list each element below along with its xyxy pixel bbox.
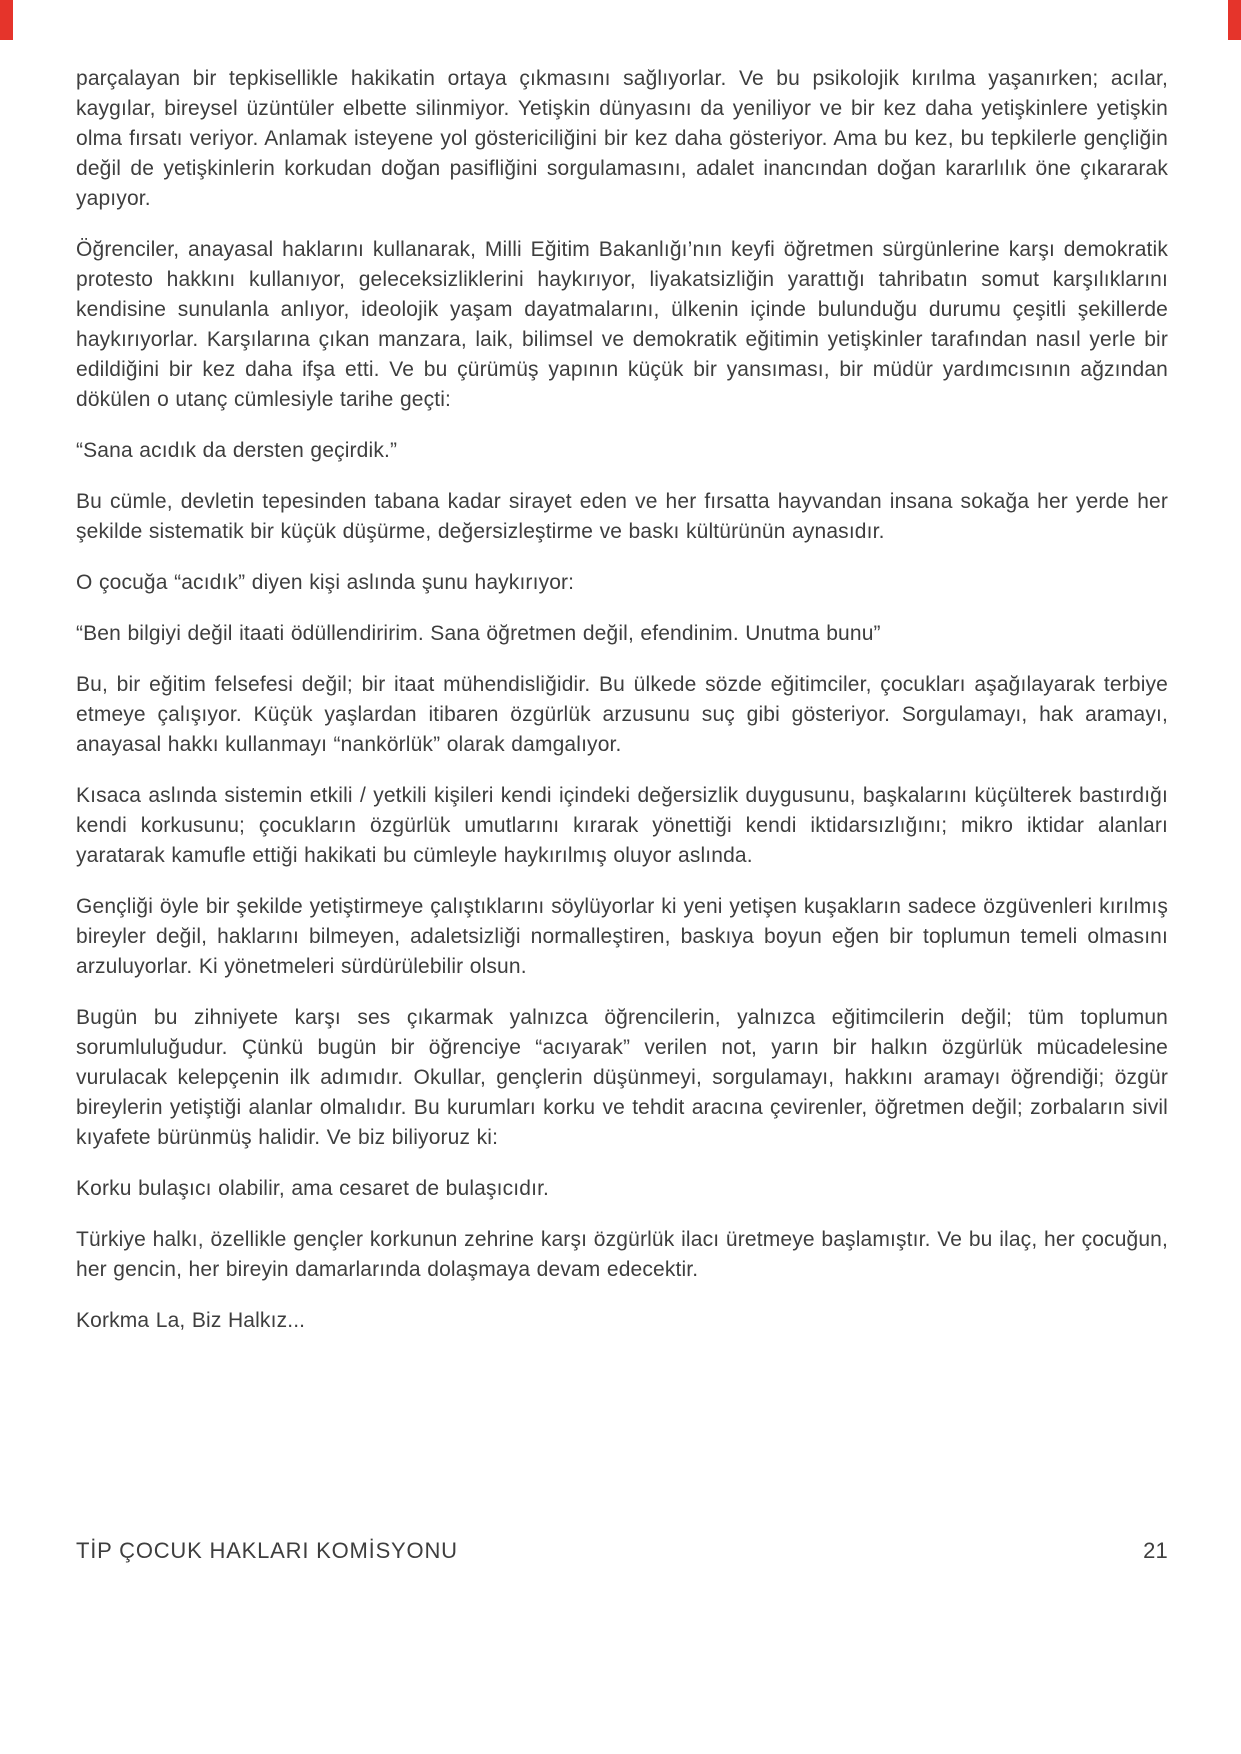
paragraph: Bu, bir eğitim felsefesi değil; bir itaat mühendisliğidir. Bu ülkede sözde eğitimciler, çocukları aşağılayarak terbiye etmeye çalışıyor. Küçük yaşlardan itibaren özgürlük arzusunu suç gibi gösteriyor. Sorgulamayı, hak aramayı, anayasal hakkı kullanmayı “nankörlük” olarak damgalıyor. <box>76 673 1168 756</box>
closing-paragraph: Korkma La, Biz Halkız... <box>76 1309 306 1332</box>
red-corner-mark-left <box>0 0 13 40</box>
paragraph: O çocuğa “acıdık” diyen kişi aslında şunu haykırıyor: <box>76 571 575 594</box>
paragraph: Gençliği öyle bir şekilde yetiştirmeye çalıştıklarını söylüyorlar ki yeni yetişen kuşakların sadece özgüvenleri kırılmış bireyler değil, haklarını bilmeyen, adaletsizliği normalleştiren, baskıya boyun eğen bir toplumun temeli olmasını arzuluyorlar. Ki yönetmeleri sürdürülebilir olsun. <box>76 895 1168 978</box>
paragraph: parçalayan bir tepkisellikle hakikatin ortaya çıkmasını sağlıyorlar. Ve bu psikolojik kırılma yaşanırken; acılar, kaygılar, bireysel üzüntüler elbette silinmiyor. Yetişkin dünyasını da yeniliyor ve bir kez daha yetişkinlere yetişkin olma fırsatı veriyor. Anlamak isteyene yol göstericiliğini bir kez daha gösteriyor. Ama bu kez, bu tepkilerle gençliğin değil de yetişkinlerin korkudan doğan pasifliğini sorgulamasını, adalet inancından doğan kararlılık öne çıkararak yapıyor. <box>76 67 1168 210</box>
paragraph: Türkiye halkı, özellikle gençler korkunun zehrine karşı özgürlük ilacı üretmeye başlamıştır. Ve bu ilaç, her çocuğun, her gencin, her bireyin damarlarında dolaşmaya devam edecektir. <box>76 1228 1168 1281</box>
quote-paragraph: “Sana acıdık da dersten geçirdik.” <box>76 439 398 462</box>
page-body-text <box>76 64 1168 1357</box>
paragraph: Kısaca aslında sistemin etkili / yetkili kişileri kendi içindeki değersizlik duygusunu, başkalarını küçülterek bastırdığı kendi korkusunu; çocukların özgürlük umutlarını kırarak yönettiği kendi iktidarsızlığını; mikro iktidar alanları yaratarak kamufle ettiği hakikati bu cümleyle haykırılmış oluyor aslında. <box>76 784 1168 867</box>
paragraph: Bu cümle, devletin tepesinden tabana kadar sirayet eden ve her fırsatta hayvandan insana sokağa her yerde her şekilde sistematik bir küçük düşürme, değersizleştirme ve baskı kültürünün aynasıdır. <box>76 490 1168 543</box>
paragraph: Korku bulaşıcı olabilir, ama cesaret de bulaşıcıdır. <box>76 1177 550 1200</box>
page-footer <box>76 1538 1168 1564</box>
paragraph: Bugün bu zihniyete karşı ses çıkarmak yalnızca öğrencilerin, yalnızca eğitimcilerin değil; tüm toplumun sorumluluğudur. Çünkü bugün bir öğrenciye “acıyarak” verilen not, yarın bir halkın özgürlük mücadelesine vurulacak kelepçenin ilk adımıdır. Okullar, gençlerin düşünmeyi, sorgulamayı, hakkını aramayı öğrendiği; özgür bireylerin yetiştiği alanlar olmalıdır. Bu kurumları korku ve tehdit aracına çevirenler, öğretmen değil; zorbaların sivil kıyafete bürünmüş halidir. Ve biz biliyoruz ki: <box>76 1006 1168 1149</box>
page-number: 21 <box>1143 1538 1168 1563</box>
quote-paragraph: “Ben bilgiyi değil itaati ödüllendiririm. Sana öğretmen değil, efendinim. Unutma bunu” <box>76 622 881 645</box>
red-corner-mark-right <box>1228 0 1241 40</box>
footer-organization-label: TİP ÇOCUK HAKLARI KOMİSYONU <box>76 1538 458 1563</box>
paragraph: Öğrenciler, anayasal haklarını kullanarak, Milli Eğitim Bakanlığı’nın keyfi öğretmen sürgünlerine karşı demokratik protesto hakkını kullanıyor, geleceksizliklerini haykırıyor, liyakatsizliğin yarattığı tahribatın somut karşılıklarını kendisine sunulanla anlıyor, ideolojik yaşam dayatmalarını, ülkenin içinde bulunduğu durumu çeşitli şekillerde haykırıyorlar. Karşılarına çıkan manzara, laik, bilimsel ve demokratik eğitimin yetişkinler tarafından nasıl yerle bir edildiğini bir kez daha ifşa etti. Ve bu çürümüş yapının küçük bir yansıması, bir müdür yardımcısının ağzından dökülen o utanç cümlesiyle tarihe geçti: <box>76 238 1168 411</box>
